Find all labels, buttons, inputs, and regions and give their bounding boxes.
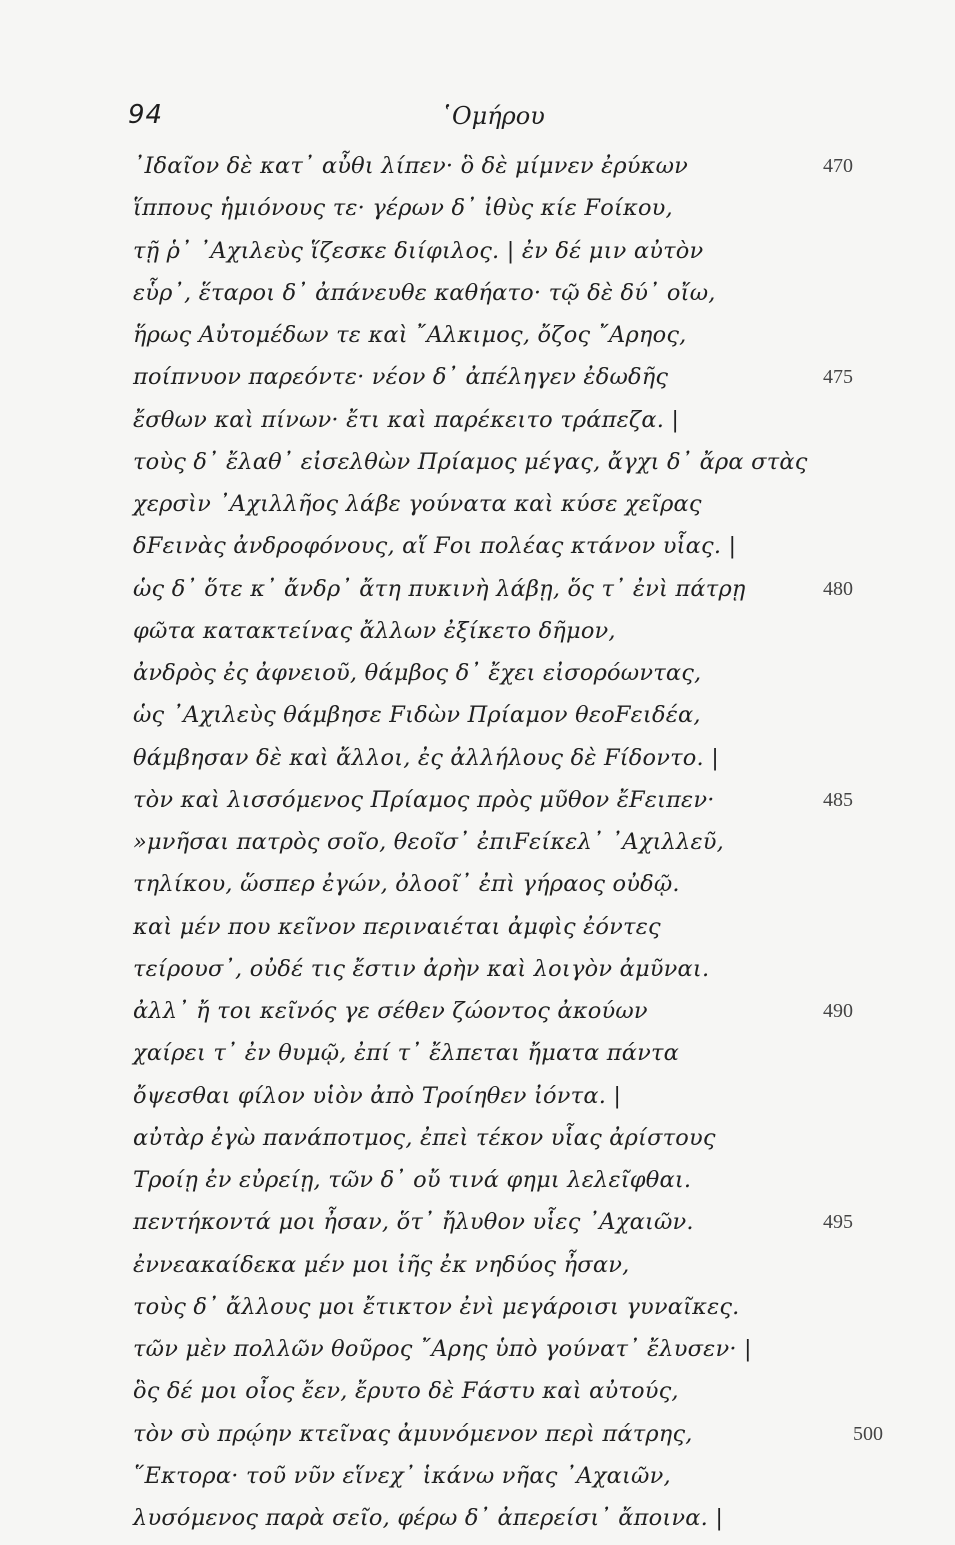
verse-text: ἐννεακαίδεκα μέν μοι ἰῆς ἐκ νηδύος ἦσαν,: [133, 1251, 630, 1278]
verse-text: ἀνδρὸς ἐς ἀφνειοῦ, θάμβος δ᾽ ἔχει εἰσορόωντας,: [133, 660, 702, 686]
verse-text: καὶ μέν που κεῖνον περιναιέται ἀμφὶς ἐόντες: [133, 913, 661, 940]
verse-text: λυσόμενος παρὰ σεῖο, φέρω δ᾽ ἀπερείσι᾽ ἄποινα. |: [133, 1505, 724, 1531]
verse-line: [0, 996, 955, 1038]
verse-text: ᾽Ιδαῖον δὲ κατ᾽ αὖθι λίπεν· ὃ δὲ μίμνεν ἐρύκων: [133, 153, 689, 179]
verse-text: Τροίῃ ἐν εὐρείῃ, τῶν δ᾽ οὔ τινά φημι λελεῖφθαι.: [133, 1167, 692, 1193]
verse-line: [0, 954, 955, 996]
verse-text: τοὺς δ᾽ ἄλλους μοι ἔτικτον ἐνὶ μεγάροισι γυναῖκες.: [133, 1293, 740, 1320]
verse-line: [0, 1292, 955, 1334]
verse-text: τηλίκου, ὥσπερ ἐγών, ὀλοοῖ᾽ ἐπὶ γήραος οὐδῷ.: [133, 871, 680, 898]
verse-text: ὡς ᾽Αχιλεὺς θάμβησε Fιδὼν Πρίαμον θεοFειδέα,: [133, 702, 701, 729]
verse-line: [0, 1419, 955, 1461]
verse-text: τὸν καὶ λισσόμενος Πρίαμος πρὸς μῦθον ἔFειπεν·: [133, 786, 715, 813]
line-number: 490: [823, 1000, 853, 1022]
verse-line: [0, 362, 955, 404]
verse-line: [0, 531, 955, 573]
verse-line: [0, 320, 955, 362]
verse-line: [0, 1123, 955, 1165]
verse-text: θάμβησαν δὲ καὶ ἄλλοι, ἐς ἀλλήλους δὲ Fίδοντο. |: [133, 744, 720, 771]
line-number: 475: [823, 366, 853, 389]
running-title: ῾Ομήρου: [440, 102, 545, 130]
verse-text: αὐτὰρ ἐγὼ πανάποτμος, ἐπεὶ τέκον υἷας ἀρίστους: [133, 1124, 716, 1151]
verse-line: [0, 700, 955, 742]
verse-line: [0, 574, 955, 616]
verse-line: [0, 1165, 955, 1207]
verse-line: [0, 447, 955, 489]
verse-text: ὃς δέ μοι οἶος ἔεν, ἔρυτο δὲ Fάστυ καὶ αὐτούς,: [133, 1378, 679, 1405]
verse-line: [0, 1081, 955, 1123]
verse-line: [0, 151, 955, 193]
line-number: 480: [823, 577, 853, 600]
verse-text: ὄψεσθαι φίλον υἱὸν ἀπὸ Τροίηθεν ἰόντα. |: [133, 1082, 622, 1109]
verse-line: [0, 1038, 955, 1080]
verse-text: τῶν μὲν πολλῶν θοῦρος ῎Αρης ὑπὸ γούνατ᾽ ἔλυσεν· |: [133, 1336, 752, 1362]
verse-line: [0, 1207, 955, 1249]
verse-text: »μνῆσαι πατρὸς σοῖο, θεοῖσ᾽ ἐπιFείκελ᾽ ᾽Αχιλλεῦ,: [133, 829, 725, 855]
line-number: 495: [823, 1211, 853, 1234]
verse-text: χερσὶν ᾽Αχιλλῆος λάβε γούνατα καὶ κύσε χεῖρας: [133, 491, 702, 517]
verse-text: τείρουσ᾽, οὐδέ τις ἔστιν ἀρὴν καὶ λοιγὸν ἀμῦναι.: [133, 955, 710, 982]
verse-text: τὸν σὺ πρῴην κτεῖνας ἀμυνόμενον περὶ πάτρης,: [133, 1420, 693, 1447]
verse-line: [0, 1461, 955, 1503]
verse-line: [0, 193, 955, 235]
verse-text: τοὺς δ᾽ ἔλαθ᾽ εἰσελθὼν Πρίαμος μέγας, ἄγχι δ᾽ ἄρα στὰς: [133, 448, 808, 475]
verse-lines: [0, 151, 955, 1545]
verse-line: [0, 236, 955, 278]
line-number: 470: [823, 155, 853, 177]
verse-text: τῇ ῥ᾽ ᾽Αχιλεὺς ἵζεσκε διίφιλος. | ἐν δέ μιν αὐτὸν: [133, 237, 704, 264]
verse-line: [0, 1250, 955, 1292]
page-number: 94: [128, 100, 164, 130]
verse-line: [0, 827, 955, 869]
verse-line: [0, 616, 955, 658]
verse-line: [0, 912, 955, 954]
verse-line: [0, 1376, 955, 1418]
verse-text: ἀλλ᾽ ἤ τοι κεῖνός γε σέθεν ζώοντος ἀκούων: [133, 998, 648, 1024]
verse-text: εὗρ᾽, ἕταροι δ᾽ ἀπάνευθε καθήατο· τῷ δὲ δύ᾽ οἴω,: [133, 279, 716, 306]
verse-line: [0, 658, 955, 700]
verse-text: δFεινὰς ἀνδροφόνους, αἵ Fοι πολέας κτάνον υἷας. |: [133, 533, 737, 560]
verse-line: [0, 869, 955, 911]
verse-text: ἔσθων καὶ πίνων· ἔτι καὶ παρέκειτο τράπεζα. |: [133, 406, 680, 433]
verse-text: ῞Εκτορα· τοῦ νῦν εἵνεχ᾽ ἱκάνω νῆας ᾽Αχαιῶν,: [133, 1462, 671, 1489]
verse-line: [0, 489, 955, 531]
verse-text: φῶτα κατακτείνας ἄλλων ἐξίκετο δῆμον,: [133, 617, 616, 644]
verse-text: ἵππους ἡμιόνους τε· γέρων δ᾽ ἰθὺς κίε Fοίκου,: [133, 195, 673, 222]
verse-text: ἥρως Αὐτομέδων τε καὶ ῎Αλκιμος, ὄζος ῎Αρηος,: [133, 322, 687, 348]
verse-line: [0, 278, 955, 320]
verse-text: ποίπνυον παρεόντε· νέον δ᾽ ἀπέληγεν ἐδωδῆς: [133, 364, 669, 391]
line-number: 500: [853, 1422, 883, 1445]
verse-text: πεντήκοντά μοι ἦσαν, ὅτ᾽ ἤλυθον υἷες ᾽Αχαιῶν.: [133, 1209, 694, 1236]
verse-line: [0, 405, 955, 447]
verse-line: [0, 1503, 955, 1545]
verse-text: ὡς δ᾽ ὅτε κ᾽ ἄνδρ᾽ ἄτη πυκινὴ λάβῃ, ὅς τ᾽ ἐνὶ πάτρῃ: [133, 575, 746, 602]
verse-line: [0, 743, 955, 785]
verse-line: [0, 1334, 955, 1376]
verse-text: χαίρει τ᾽ ἐν θυμῷ, ἐπί τ᾽ ἔλπεται ἤματα πάντα: [133, 1040, 680, 1067]
verse-line: [0, 785, 955, 827]
line-number: 485: [823, 788, 853, 811]
